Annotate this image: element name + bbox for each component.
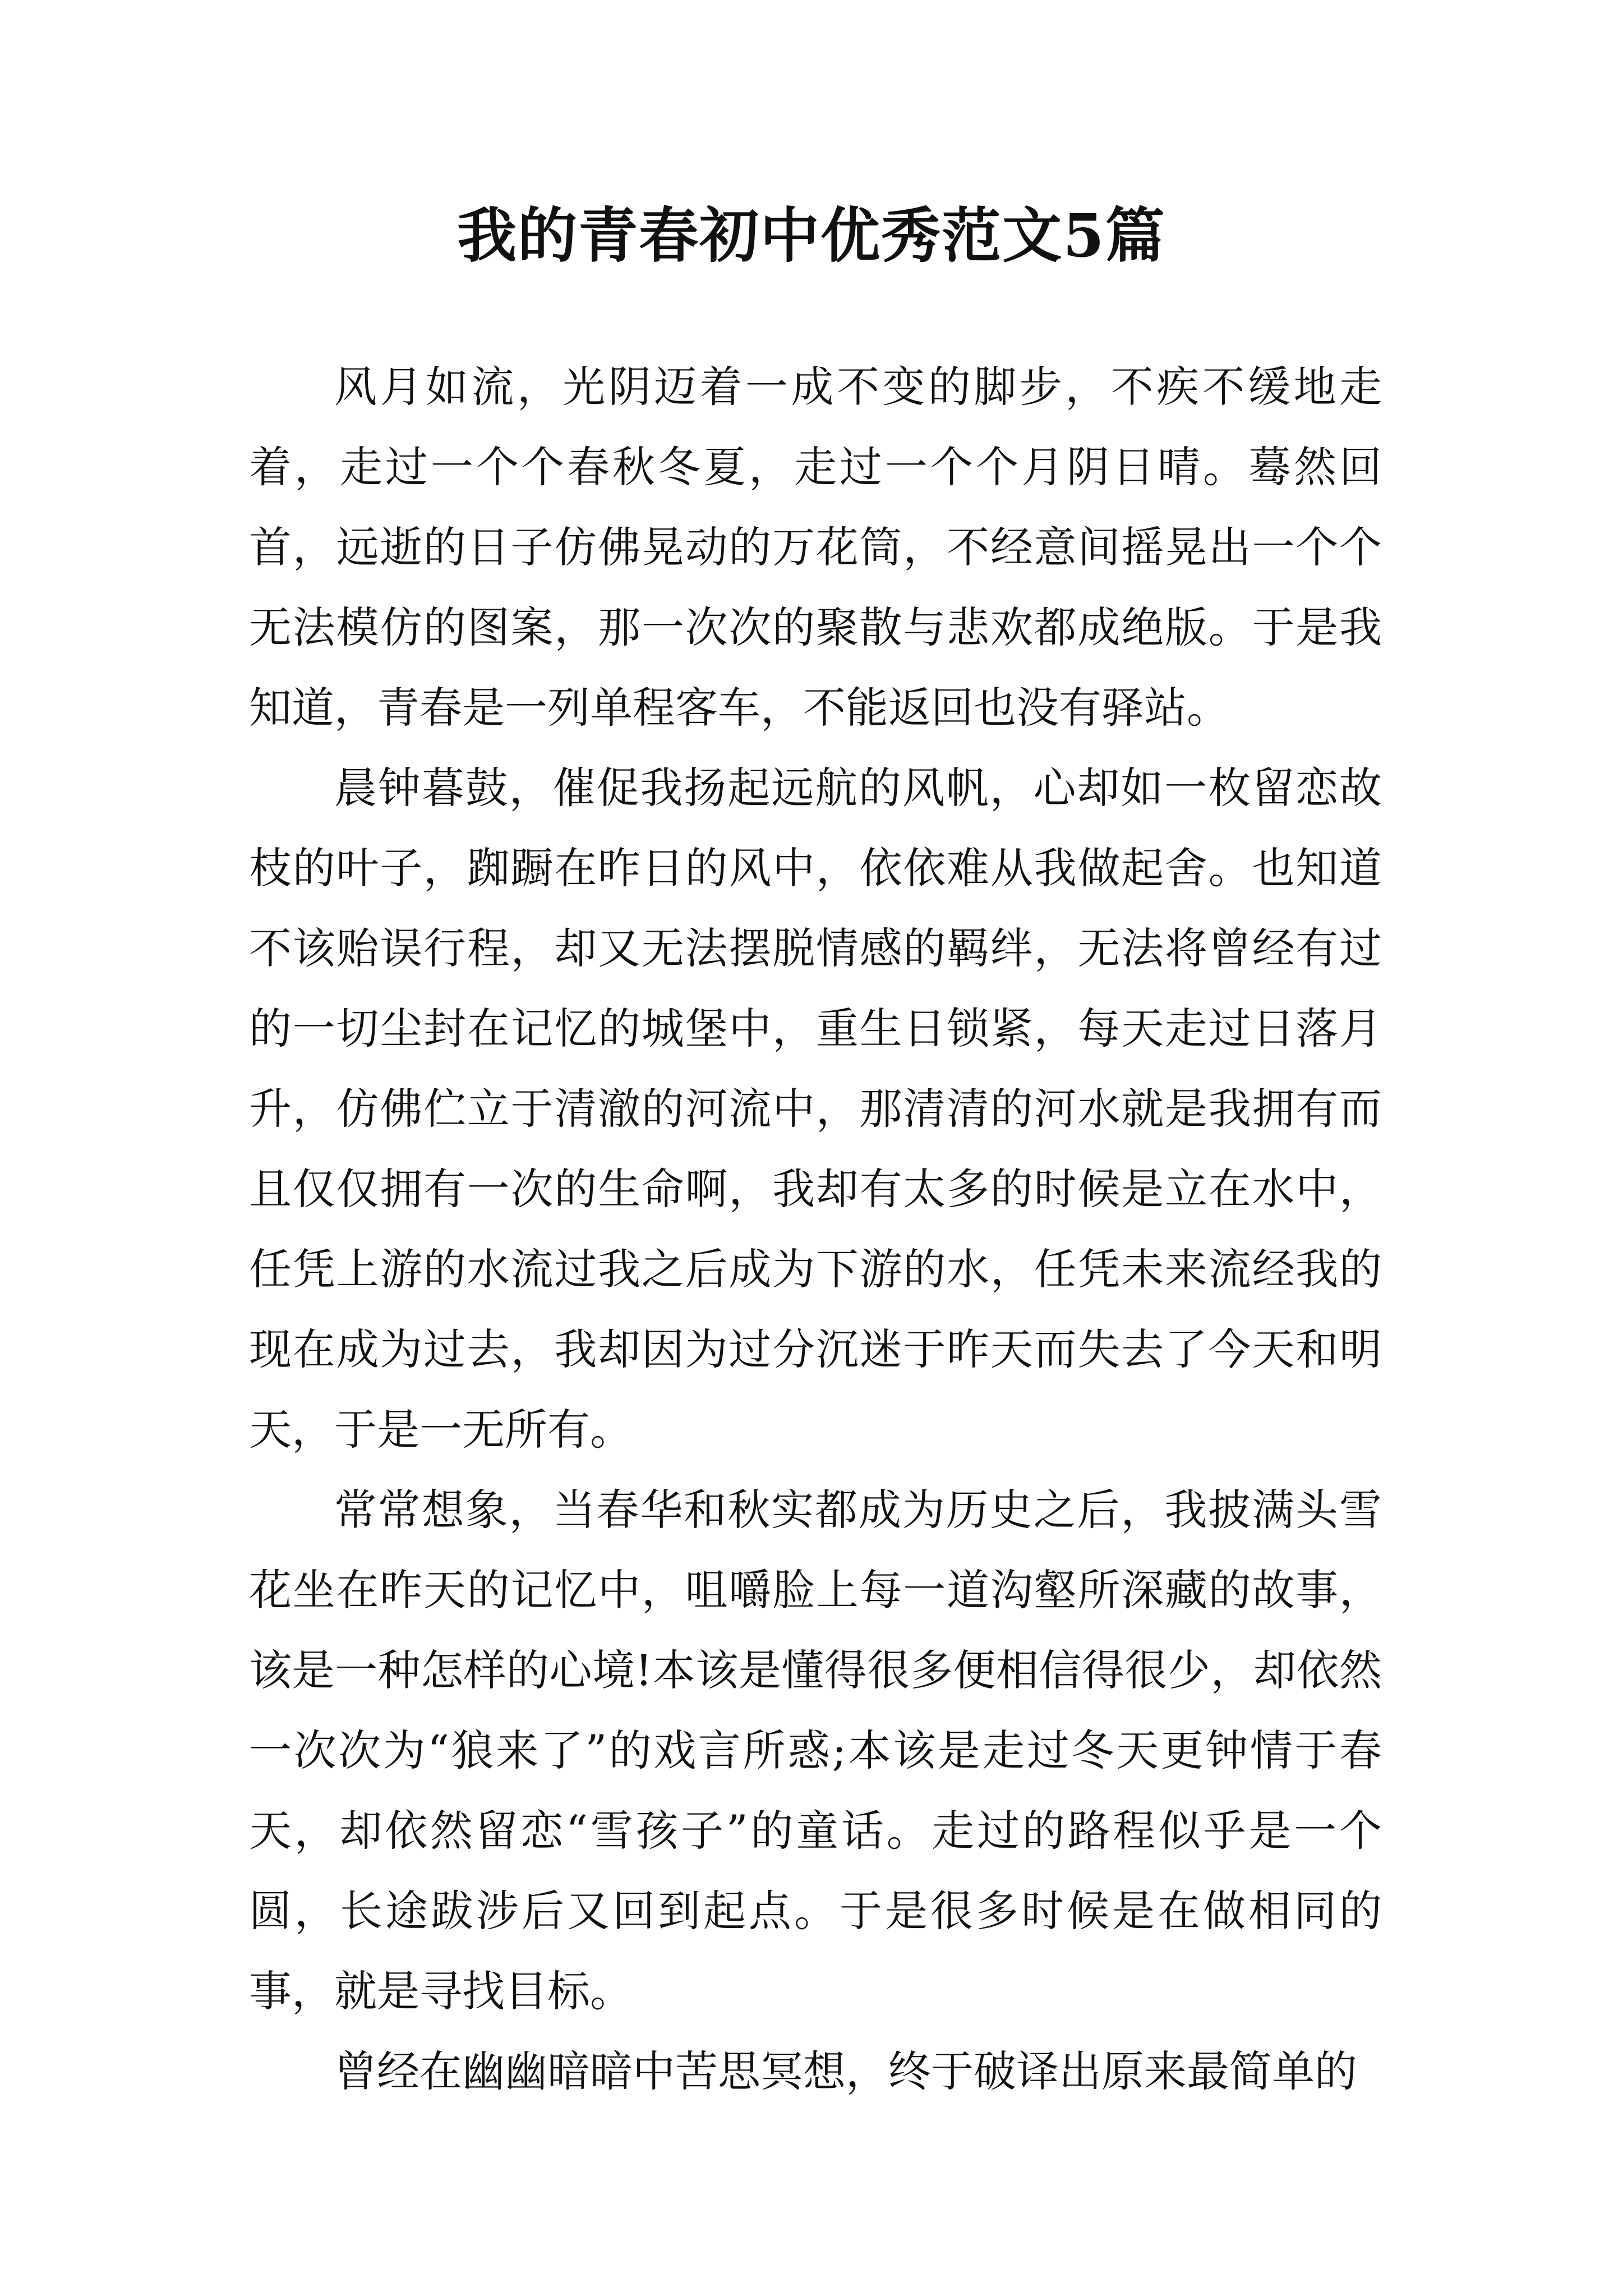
paragraph-2: 晨钟暮鼓，催促我扬起远航的风帆，心却如一枚留恋故枝的叶子，踟蹰在昨日的风中，依依难从我做起舍。也知道不该贻误行程，却又无法摆脱情感的羁绊，无法将曾经有过的一切尘封在记忆的城堡中，重生日锁紧，每天走过日落月升，仿佛伫立于清澈的河流中，那清清的河水就是我拥有而且仅仅拥有一次的生命啊，我却有太多的时候是立在水中，任凭上游的水流过我之后成为下游的水，任凭未来流经我的现在成为过去，我却因为过分沉迷于昨天而失去了今天和明天，于是一无所有。 bbox=[249, 763, 1382, 1455]
document-title: 我的青春初中优秀范文5篇 bbox=[457, 200, 1166, 270]
paragraph-3: 常常想象，当春华和秋实都成为历史之后，我披满头雪花坐在昨天的记忆中，咀嚼脸上每一道沟壑所深藏的故事，该是一种怎样的心境!本该是懂得很多便相信得很少，却依然一次次为“狼来了”的戏言所惑;本该是走过冬天更钟情于春天，却依然留恋“雪孩子”的童话。走过的路程似乎是一个圆，长途跋涉后又回到起点。于是很多时候是在做相同的事，就是寻找目标。 bbox=[249, 1485, 1382, 2016]
paragraph-1: 风月如流，光阴迈着一成不变的脚步，不疾不缓地走着，走过一个个春秋冬夏，走过一个个月阴日晴。蓦然回首，远逝的日子仿佛晃动的万花筒，不经意间摇晃出一个个无法模仿的图案，那一次次的聚散与悲欢都成绝版。于是我知道，青春是一列单程客车，不能返回也没有驿站。 bbox=[249, 362, 1382, 733]
paragraph-4: 曾经在幽幽暗暗中苦思冥想，终于破译出原来最简单的 bbox=[334, 2046, 1357, 2096]
document-body bbox=[249, 347, 1382, 2111]
